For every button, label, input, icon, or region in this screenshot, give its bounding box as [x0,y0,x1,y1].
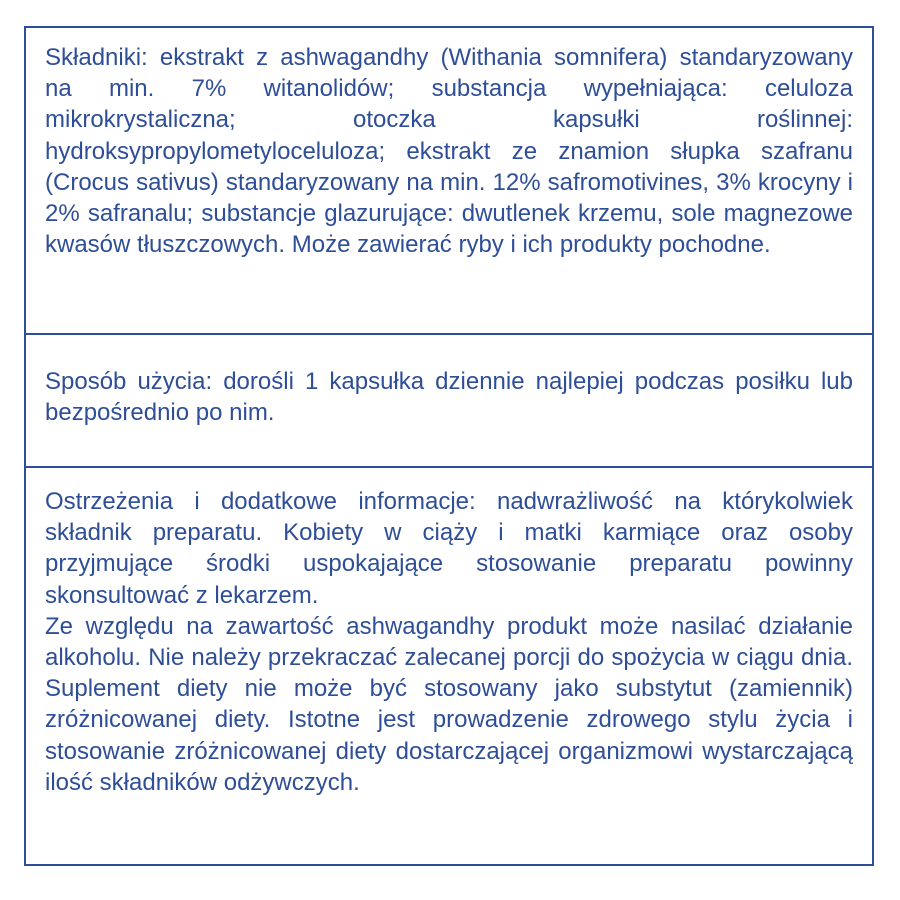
ingredients-text: Składniki: ekstrakt z ashwagandhy (Withania somnifera) standaryzowany na min. 7% witanolidów; substancja wypełniająca: celuloza mikrokrystaliczna; otoczka kapsułki roślinnej: hydroksypropylometyloceluloza; ekstrakt ze znamion słupka szafranu (Crocus sativus) standaryzowany na min. 12% safromotivines, 3% krocyny i 2% safranalu; substancje glazurujące: dwutlenek krzemu, sole magnezowe kwasów tłuszczowych. Może zawierać ryby i ich produkty pochodne. [45,44,853,259]
label-frame [24,26,874,866]
warnings-paragraph-2: Ze względu na zawartość ashwagandhy produkt może nasilać działanie alkoholu. Nie należy przekraczać zalecanej porcji do spożycia w ciągu dnia. Suplement diety nie może być stosowany jako substytut (zamiennik) zróżnicowanej diety. Istotne jest prowadzenie zdrowego stylu życia i stosowanie zróżnicowanej diety dostarczającej organizmowi wystarczającą ilość składników odżywczych. [45,612,853,796]
usage-section [26,335,872,466]
ingredients-section [26,28,872,333]
usage-text: Sposób użycia: dorośli 1 kapsułka dziennie najlepiej podczas posiłku lub bezpośrednio po nim. [45,368,853,427]
warnings-section [26,468,872,864]
warnings-paragraph-1: Ostrzeżenia i dodatkowe informacje: nadwrażliwość na którykolwiek składnik preparatu. Kobiety w ciąży i matki karmiące oraz osoby przyjmujące środki uspokajające stosowanie preparatu powinny skonsultować z lekarzem. [45,488,853,609]
